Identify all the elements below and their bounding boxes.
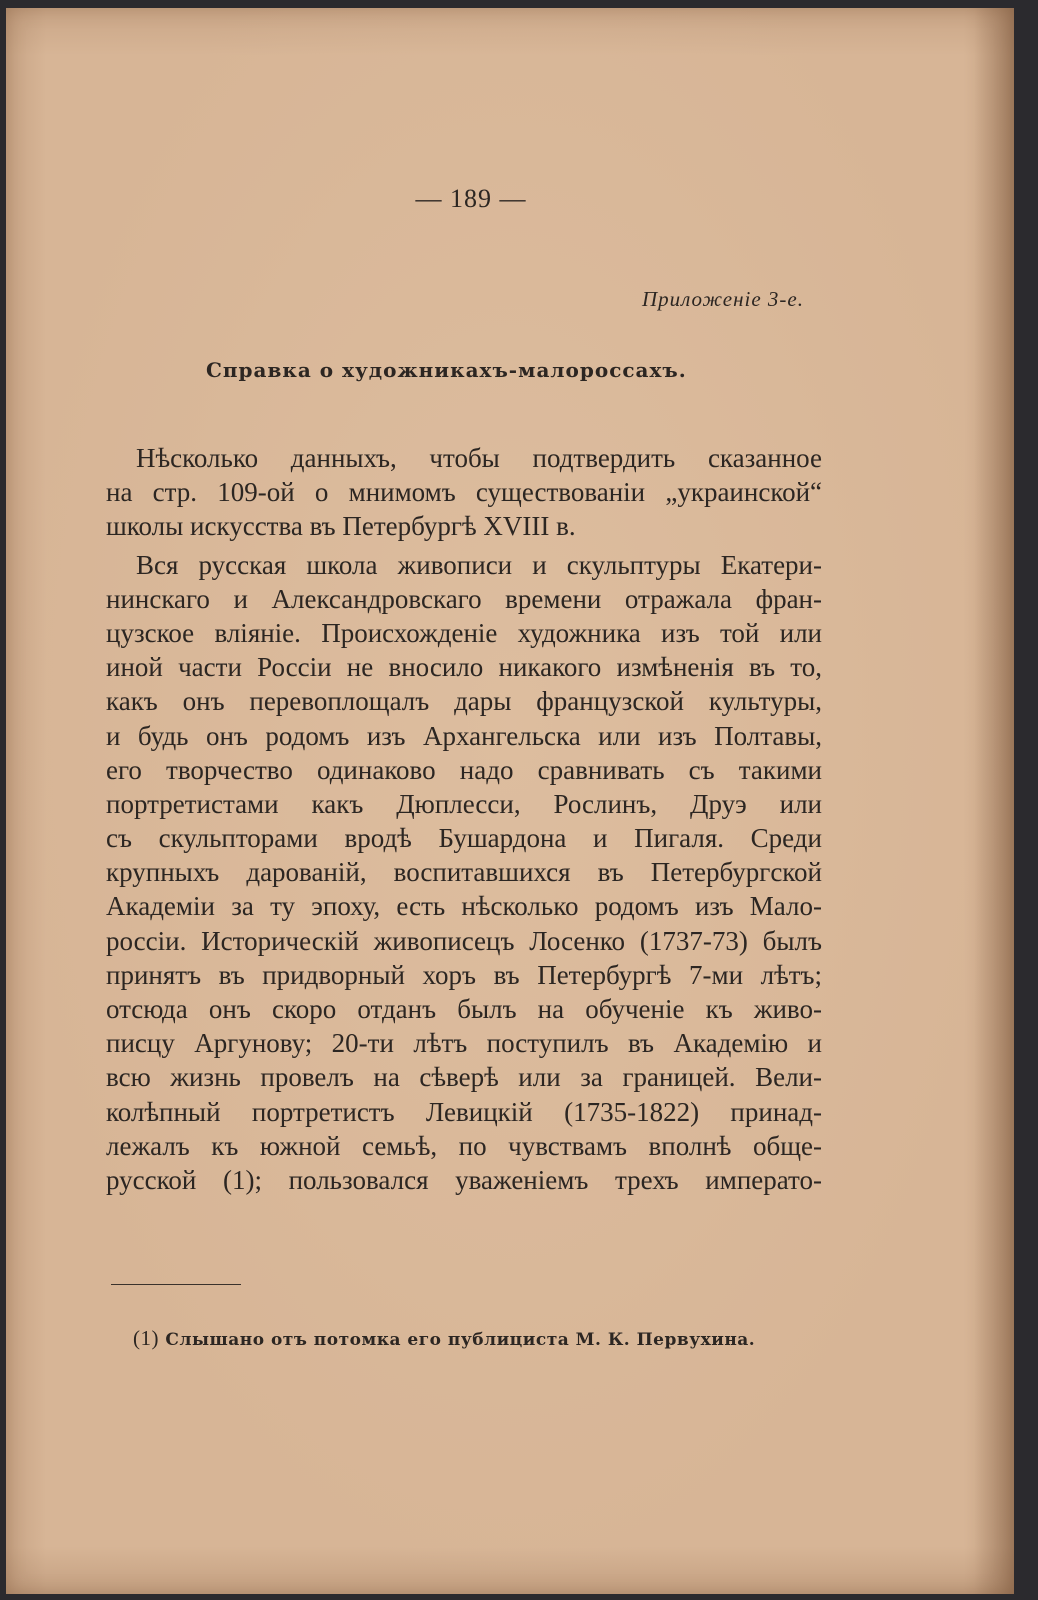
- text-line: Вся русская школа живописи и скульптуры Екатери-: [136, 549, 822, 580]
- text-line: колѣпный портретистъ Левицкiй (1735-1822) принад-: [106, 1096, 822, 1127]
- text-line: его творчество одинаково надо сравнивать съ такими: [106, 754, 822, 785]
- text-line: нинскаго и Александровскаго времени отражала фран-: [106, 583, 822, 614]
- body-text: [106, 441, 822, 1197]
- text-line: крупныхъ дарованiй, воспитавшихся въ Петербургской: [106, 857, 822, 888]
- text-line: всю жизнь провелъ на сѣверѣ или за границей. Вели-: [106, 1062, 822, 1093]
- section-heading: Справка о художникахъ-малороссахъ.: [206, 358, 687, 382]
- text-line: школы искусства въ Петербургѣ XVIII в.: [106, 511, 576, 542]
- text-line: отсюда онъ скоро отданъ былъ на обученiе къ живо-: [106, 994, 822, 1024]
- text-line: и будь онъ родомъ изъ Архангельска или изъ Полтавы,: [106, 720, 822, 751]
- text-line: Академiи за ту эпоху, есть нѣсколько родомъ изъ Мало-: [106, 891, 822, 922]
- text-line: цузское влiянiе. Происхожденiе художника изъ той или: [106, 617, 822, 648]
- document-page: [6, 8, 1014, 1594]
- footnote-divider: [111, 1284, 241, 1285]
- page-number: — 189 —: [415, 184, 527, 213]
- footnote-text: Слышано отъ потомка его публициста М. К. Первухина.: [165, 1330, 756, 1350]
- text-line: портретистами какъ Дюплесси, Рослинъ, Друэ или: [106, 788, 822, 819]
- text-line: Нѣсколько данныхъ, чтобы подтвердить сказанное: [136, 443, 822, 473]
- text-line: какъ онъ перевоплощалъ дары французской культуры,: [106, 686, 822, 717]
- footnote: [133, 1326, 755, 1351]
- text-line: принятъ въ придворный хоръ въ Петербургѣ 7-ми лѣтъ;: [106, 959, 822, 990]
- appendix-label: Приложенiе 3-е.: [641, 287, 804, 311]
- text-line: съ скульпторами вродѣ Бушардона и Пигаля. Среди: [106, 823, 822, 854]
- text-line: русской (1); пользовался уваженiемъ трехъ императо-: [106, 1164, 822, 1195]
- text-line: иной части Россiи не вносило никакого измѣненiя въ то,: [106, 652, 822, 683]
- text-line: россiи. Историческiй живописецъ Лосенко (1737-73) былъ: [106, 925, 822, 956]
- text-line: лежалъ къ южной семьѣ, по чувствамъ вполнѣ обще-: [106, 1130, 822, 1161]
- text-line: на стр. 109-ой о мнимомъ существованiи „украинской“: [106, 477, 822, 508]
- footnote-mark: (1): [133, 1326, 159, 1350]
- text-line: писцу Аргунову; 20-ти лѣтъ поступилъ въ Академiю и: [106, 1028, 822, 1059]
- page-edge-shadow: [974, 8, 1014, 1594]
